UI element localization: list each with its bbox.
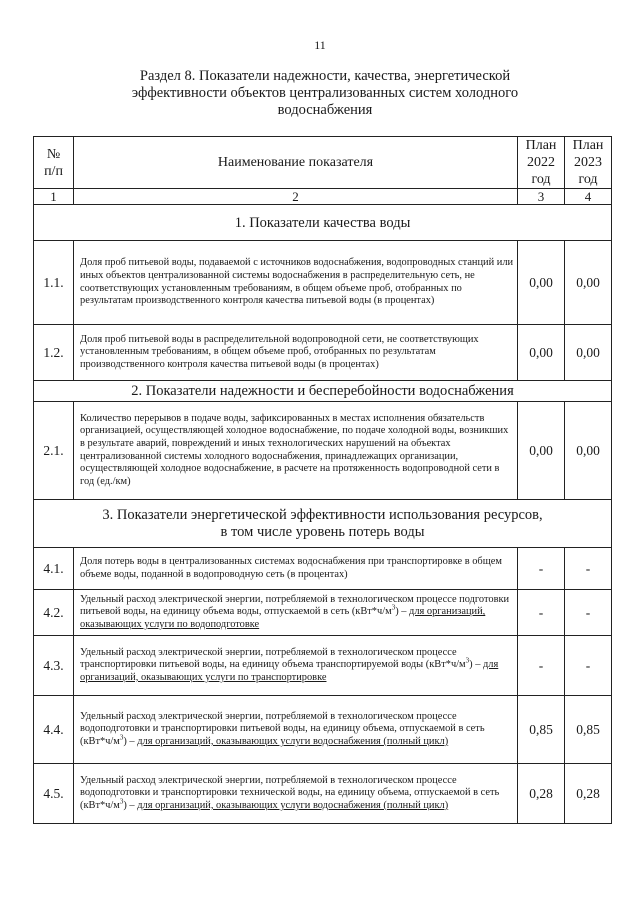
table-row xyxy=(34,590,612,636)
row-number: 1.2. xyxy=(34,325,74,381)
section-title xyxy=(100,68,550,119)
column-index: 1 xyxy=(34,189,74,205)
table-header-row xyxy=(34,137,612,189)
row-number: 4.3. xyxy=(34,636,74,696)
plan-2022-value: 0,85 xyxy=(518,696,565,764)
plan-2022-value: 0,00 xyxy=(518,325,565,381)
page-number: 11 xyxy=(314,38,326,52)
plan-2022-value: - xyxy=(518,636,565,696)
section-row xyxy=(34,205,612,241)
section-title-line: Раздел 8. Показатели надежности, качества, энергетической xyxy=(139,68,511,84)
plan-2023-value: 0,28 xyxy=(565,764,612,824)
indicator-name: Количество перерывов в подаче воды, зафиксированных в местах исполнения обязательств организацией, осуществляющей холодное водоснабжение, по подаче холодной воды, возникших в результате аварий, повреждений и иных технологических нарушений на объектах централизованной системы холодного водоснабжения, принадлежащих организации, осуществляющей холодное водоснабжение, в расчете на протяженность водопроводной сети в год (ед./км) xyxy=(74,402,518,500)
section-heading: 3. Показатели энергетической эффективности использования ресурсов, в том числе уровень потерь воды xyxy=(34,500,612,548)
section-heading: 1. Показатели качества воды xyxy=(34,205,612,241)
plan-2022-value: - xyxy=(518,548,565,590)
indicator-name: Удельный расход электрической энергии, потребляемой в технологическом процессе подготовки питьевой воды, на единицу объема воды, отпускаемой в сеть $(кВт*ч/м^3)$ – для организаций, оказывающих услуги по водоподготовке xyxy=(74,590,518,636)
section-heading: 2. Показатели надежности и бесперебойности водоснабжения xyxy=(34,381,612,402)
table-row xyxy=(34,402,612,500)
table-row xyxy=(34,636,612,696)
table-row xyxy=(34,764,612,824)
table-row xyxy=(34,325,612,381)
row-number: 2.1. xyxy=(34,402,74,500)
header-name: Наименование показателя xyxy=(74,137,518,189)
plan-2023-value: - xyxy=(565,590,612,636)
indicators-table xyxy=(33,136,612,824)
plan-2023-value: - xyxy=(565,548,612,590)
indicator-name: Удельный расход электрической энергии, потребляемой в технологическом процессе водоподготовки и транспортировки питьевой воды, на единицу объема, отпускаемой в сеть $(кВт*ч/м^3)$ – для организаций, оказывающих услуги водоснабжения (полный цикл) xyxy=(74,696,518,764)
section-row xyxy=(34,500,612,548)
plan-2022-value: 0,28 xyxy=(518,764,565,824)
indicator-name: Удельный расход электрической энергии, потребляемой в технологическом процессе водоподготовки и транспортировки технической воды, на единицу объема, отпускаемой в сеть $(кВт*ч/м^3)$ – для организаций, оказывающих услуги водоснабжения (полный цикл) xyxy=(74,764,518,824)
plan-2022-value: - xyxy=(518,590,565,636)
indicator-name: Доля проб питьевой воды, подаваемой с источников водоснабжения, водопроводных станций или иных объектов централизованной системы водоснабжения в распределительную сеть, не соответствующих установленным требованиям, в общем объеме проб, отобранных по результатам производственного контроля качества питьевой воды (в процентах) xyxy=(74,241,518,325)
header-plan-2023: План 2023 год xyxy=(565,137,612,189)
header-num: № п/п xyxy=(34,137,74,189)
plan-2023-value: - xyxy=(565,636,612,696)
row-number: 1.1. xyxy=(34,241,74,325)
header-plan-2022: План 2022 год xyxy=(518,137,565,189)
row-number: 4.4. xyxy=(34,696,74,764)
section-row xyxy=(34,381,612,402)
plan-2023-value: 0,00 xyxy=(565,325,612,381)
indicator-name: Удельный расход электрической энергии, потребляемой в технологическом процессе транспортировки питьевой воды, на единицу объема транспортируемой воды $(кВт*ч/м^3)$ – для организаций, оказывающих услуги по транспортировке xyxy=(74,636,518,696)
plan-2022-value: 0,00 xyxy=(518,402,565,500)
row-number: 4.5. xyxy=(34,764,74,824)
plan-2022-value: 0,00 xyxy=(518,241,565,325)
plan-2023-value: 0,85 xyxy=(565,696,612,764)
plan-2023-value: 0,00 xyxy=(565,402,612,500)
indicator-name: Доля потерь воды в централизованных системах водоснабжения при транспортировке в общем объеме воды, поданной в водопроводную сеть (в процентах) xyxy=(74,548,518,590)
column-index: 2 xyxy=(74,189,518,205)
column-index-row xyxy=(34,189,612,205)
column-index: 4 xyxy=(565,189,612,205)
plan-2023-value: 0,00 xyxy=(565,241,612,325)
indicator-name: Доля проб питьевой воды в распределительной водопроводной сети, не соответствующих установленным требованиям, в общем объеме проб, отобранных по результатам производственного контроля качества питьевой воды (в процентах) xyxy=(74,325,518,381)
section-title-line: эффективности объектов централизованных систем холодного xyxy=(131,85,519,101)
table-row xyxy=(34,696,612,764)
row-number: 4.2. xyxy=(34,590,74,636)
section-title-line: водоснабжения xyxy=(277,102,373,118)
column-index: 3 xyxy=(518,189,565,205)
row-number: 4.1. xyxy=(34,548,74,590)
table-row xyxy=(34,241,612,325)
table-row xyxy=(34,548,612,590)
